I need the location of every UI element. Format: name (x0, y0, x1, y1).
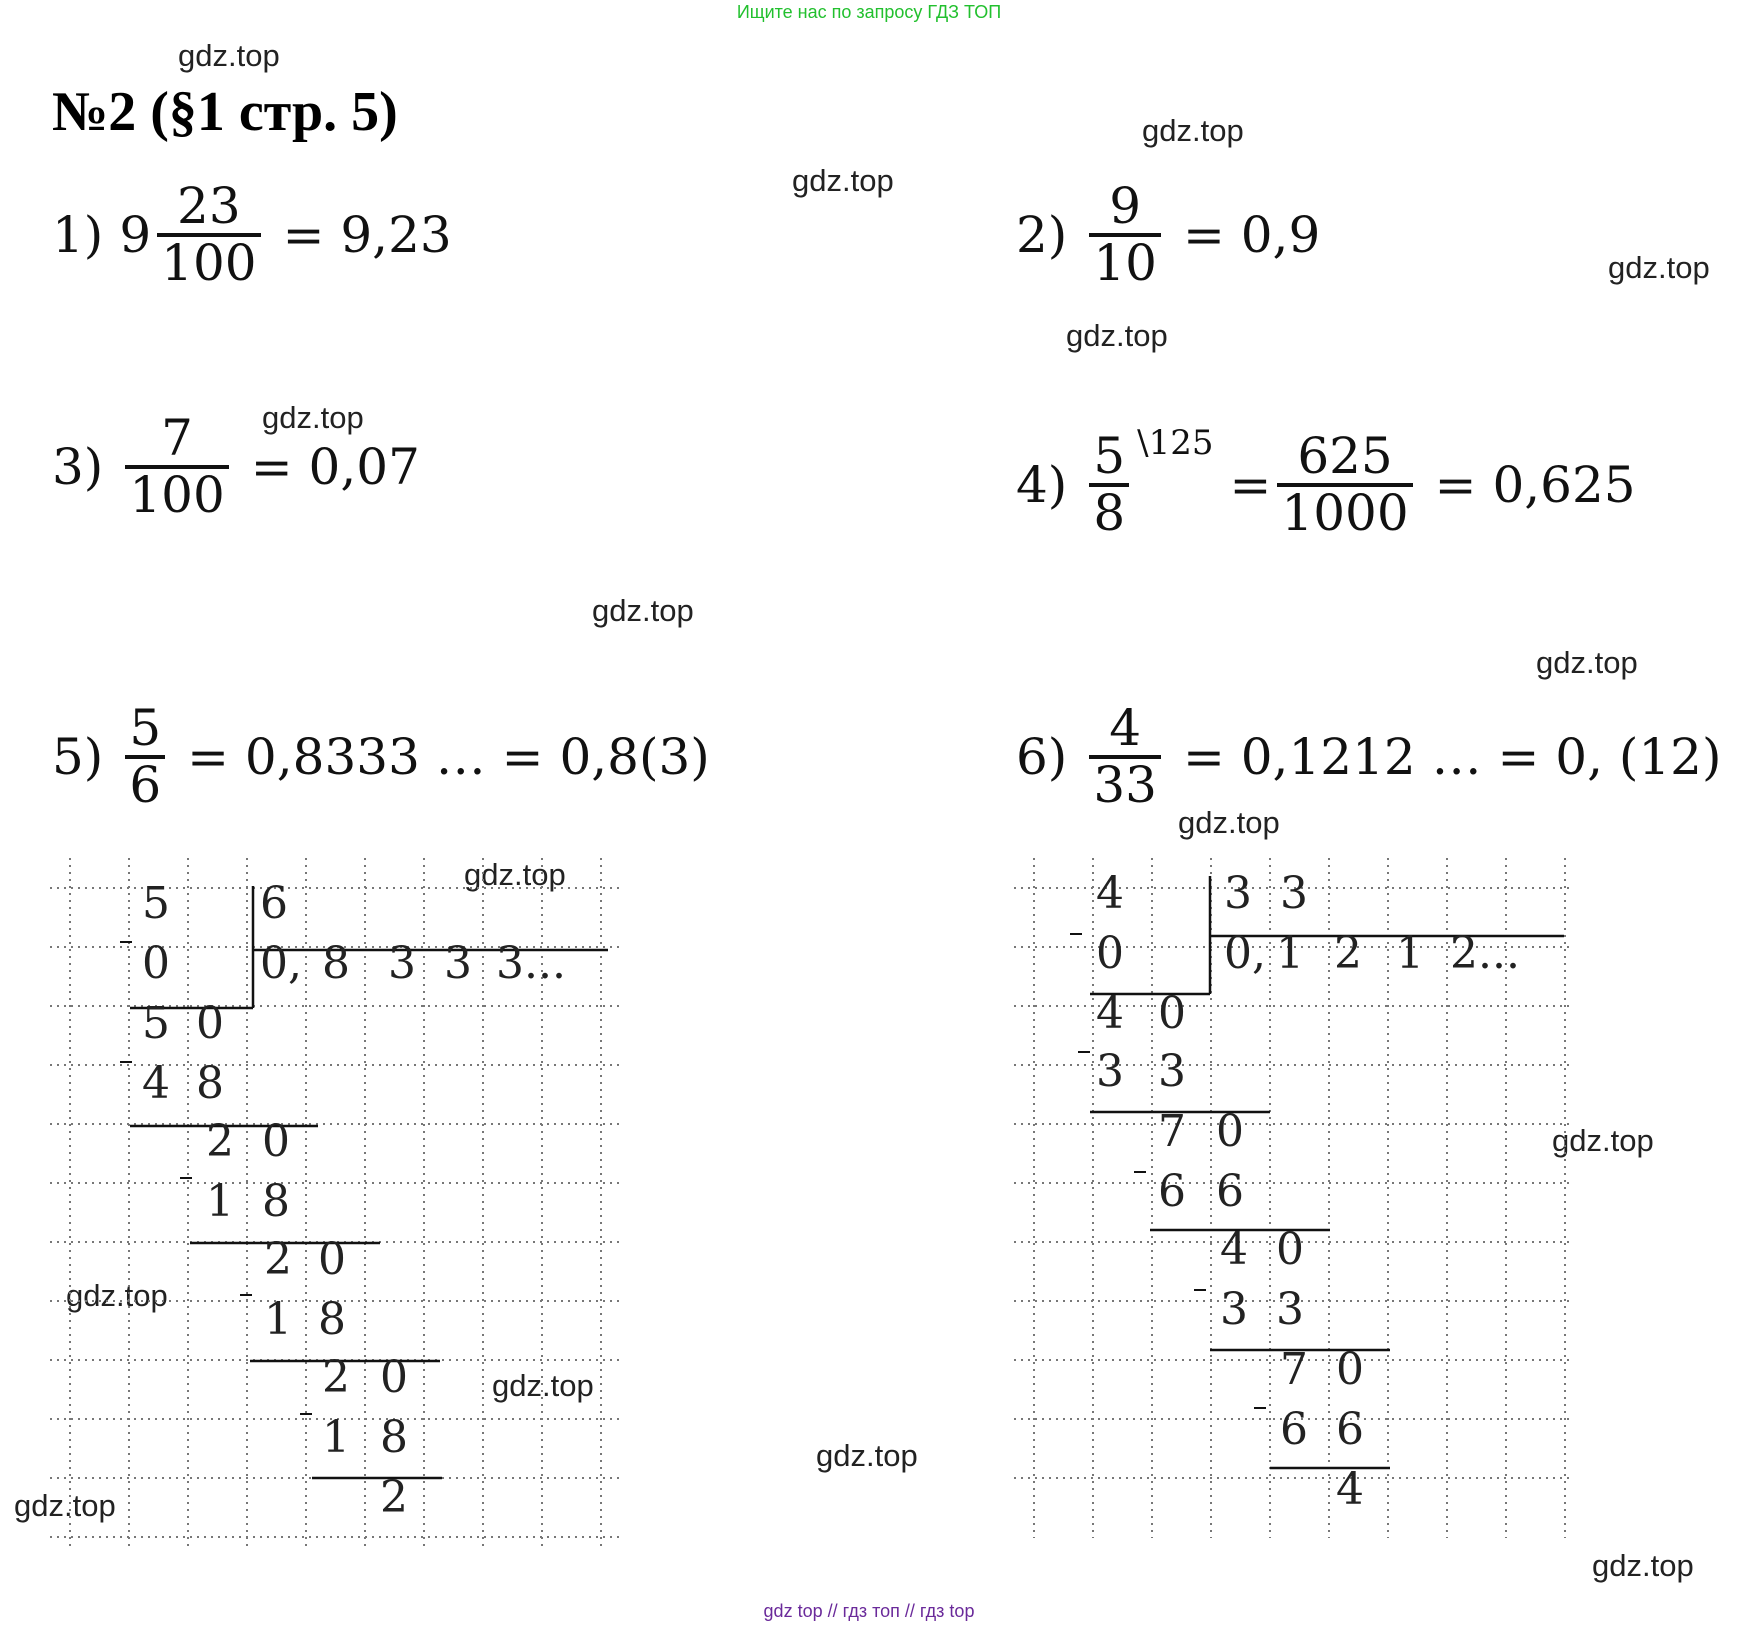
problem-label: 3) (52, 437, 104, 496)
step-digit: 4 (1220, 1224, 1248, 1275)
step-digit: 5 (142, 998, 170, 1049)
numerator: 23 (177, 177, 241, 235)
step-digit: 3 (1096, 1046, 1124, 1097)
watermark: gdz.top (1592, 1548, 1694, 1583)
footer-note: gdz top // гдз топ // гдз top (763, 1601, 975, 1621)
step-digit: 1 (264, 1294, 292, 1345)
problem-6 (1016, 699, 1722, 814)
denominator: 33 (1089, 755, 1161, 812)
step-digit: 2 (264, 1234, 292, 1285)
step-digit: 8 (318, 1294, 346, 1345)
watermark: gdz.top (262, 400, 364, 435)
step-digit: 4 (142, 1058, 170, 1109)
whole-part: 9 (119, 205, 152, 264)
step-digit: 1 (206, 1176, 234, 1227)
watermark: gdz.top (492, 1368, 594, 1403)
dividend: 4 (1096, 868, 1124, 919)
step-digit: 0 (142, 938, 170, 989)
quotient-digit: 8 (322, 938, 350, 989)
result: = 0,07 (250, 437, 420, 496)
watermark: gdz.top (1608, 250, 1710, 285)
quotient-digit: 1 (1276, 928, 1304, 979)
quotient-digit: 3 (444, 938, 472, 989)
step-digit: 3 (1158, 1046, 1186, 1097)
problem-label: 5) (52, 727, 104, 786)
denominator: 10 (1089, 233, 1161, 290)
equals: = (1229, 455, 1272, 514)
step-digit: 2 (206, 1116, 234, 1167)
result: = 9,23 (282, 205, 452, 264)
watermark: gdz.top (1552, 1123, 1654, 1158)
result: = 0,8333 … = 0,8(3) (187, 727, 710, 786)
step-digit: 0 (1336, 1344, 1364, 1395)
quotient-digit: 2 (1334, 928, 1362, 979)
page-title: №2 (§1 стр. 5) (52, 81, 398, 143)
problem-label: 6) (1016, 727, 1068, 786)
problem-4 (1016, 422, 1636, 542)
denominator: 100 (157, 233, 260, 290)
quotient-digit: 3... (496, 938, 566, 989)
result: = 0,625 (1434, 455, 1636, 514)
watermark: gdz.top (1536, 645, 1638, 680)
fraction-expanded (1277, 427, 1412, 542)
fraction (157, 177, 260, 292)
step-digit: 8 (380, 1412, 408, 1463)
divisor-digit: 3 (1224, 868, 1252, 919)
step-digit: 3 (1220, 1284, 1248, 1335)
denominator: 100 (125, 465, 228, 522)
watermark: gdz.top (1142, 113, 1244, 148)
problem-5 (52, 699, 710, 814)
step-digit: 0 (318, 1234, 346, 1285)
step-digit: 6 (1336, 1404, 1364, 1455)
step-digit: 0 (1096, 928, 1124, 979)
watermark: gdz.top (1066, 318, 1168, 353)
denominator: 6 (125, 755, 165, 812)
step-digit: 7 (1280, 1344, 1308, 1395)
search-hint: Ищите нас по запросу ГДЗ ТОП (736, 2, 1002, 22)
step-digit: 6 (1158, 1166, 1186, 1217)
quotient-digit: 3 (388, 938, 416, 989)
step-digit: 4 (1096, 988, 1124, 1039)
step-digit: 0 (262, 1116, 290, 1167)
step-digit: 3 (1276, 1284, 1304, 1335)
numerator: 9 (1109, 177, 1142, 235)
problem-label: 4) (1016, 455, 1068, 514)
step-digit: 8 (262, 1176, 290, 1227)
step-digit: 0 (196, 998, 224, 1049)
dividend: 5 (142, 878, 170, 929)
quotient-digit: 0, (260, 938, 302, 989)
fraction (125, 409, 228, 524)
step-digit: 8 (196, 1058, 224, 1109)
step-digit: 6 (1216, 1166, 1244, 1217)
step-digit: 0 (1158, 988, 1186, 1039)
step-digit: 1 (322, 1412, 350, 1463)
problem-1 (52, 177, 452, 292)
watermark: gdz.top (66, 1278, 168, 1313)
fraction (1089, 427, 1129, 542)
fraction (1089, 177, 1161, 292)
watermark: gdz.top (14, 1488, 116, 1523)
extension-factor: \125 (1137, 422, 1214, 463)
divisor: 6 (260, 878, 288, 929)
numerator: 5 (129, 699, 162, 757)
quotient-digit: 0, (1224, 928, 1266, 979)
watermark: gdz.top (792, 163, 894, 198)
step-digit: 0 (1276, 1224, 1304, 1275)
watermark: gdz.top (178, 38, 280, 73)
divisor-digit: 3 (1280, 868, 1308, 919)
numerator: 4 (1109, 699, 1142, 757)
quotient-digit: 1 (1396, 928, 1424, 979)
long-division-5 (50, 858, 650, 1558)
step-digit: 2 (380, 1472, 408, 1523)
watermark: gdz.top (816, 1438, 918, 1473)
fraction (125, 699, 165, 814)
step-digit: 6 (1280, 1404, 1308, 1455)
numerator: 7 (161, 409, 193, 467)
result: = 0,1212 … = 0, (12) (1182, 727, 1722, 786)
watermark: gdz.top (592, 593, 694, 628)
numerator: 5 (1093, 427, 1126, 485)
step-digit: 4 (1336, 1464, 1364, 1515)
quotient-digit: 2... (1450, 928, 1520, 979)
step-digit: 0 (380, 1352, 408, 1403)
long-division-6 (1014, 858, 1614, 1558)
numerator: 625 (1297, 427, 1393, 485)
problem-3 (52, 409, 420, 524)
problem-2 (1016, 177, 1321, 292)
watermark: gdz.top (464, 857, 566, 892)
problem-label: 1) (52, 205, 104, 264)
denominator: 1000 (1277, 483, 1412, 540)
step-digit: 7 (1158, 1106, 1186, 1157)
step-digit: 2 (322, 1352, 350, 1403)
result: = 0,9 (1182, 205, 1321, 264)
step-digit: 0 (1216, 1106, 1244, 1157)
problem-label: 2) (1016, 205, 1068, 264)
watermark: gdz.top (1178, 805, 1280, 840)
denominator: 8 (1089, 483, 1129, 540)
fraction (1089, 699, 1161, 814)
